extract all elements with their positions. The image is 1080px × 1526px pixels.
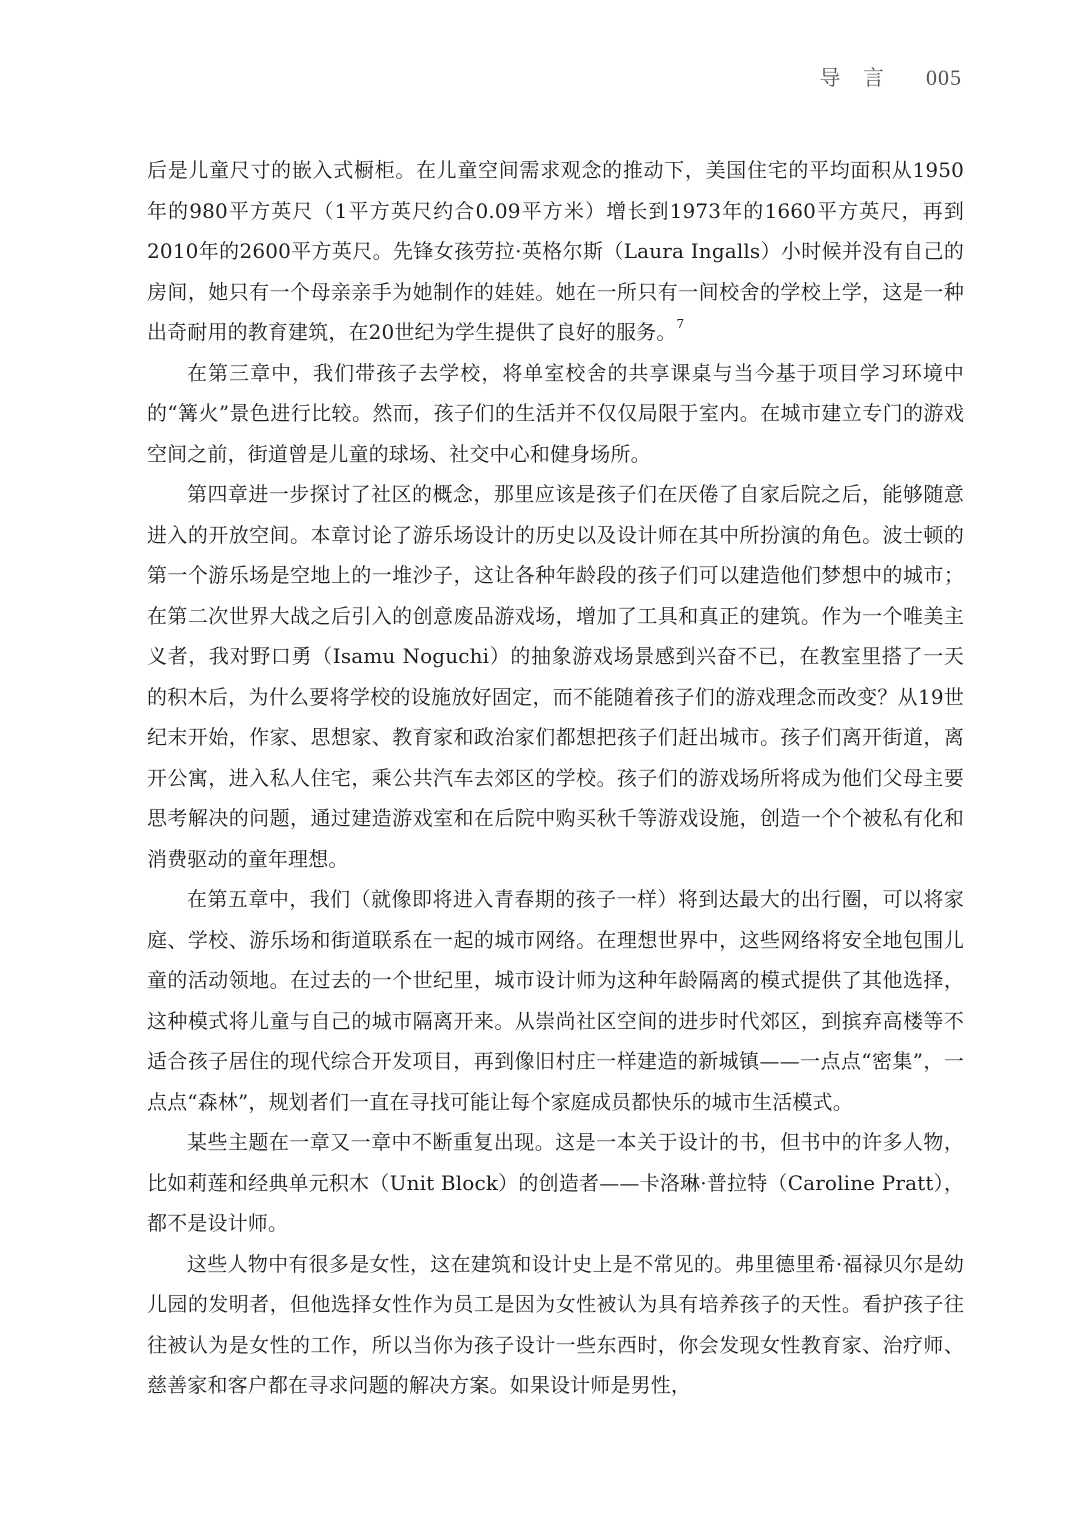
- paragraph-2: 在第三章中，我们带孩子去学校，将单室校舍的共享课桌与当今基于项目学习环境中的“篝火”景色进行比较。然而，孩子们的生活并不仅仅局限于室内。在城市建立专门的游戏空间之前，街道曾是儿童的球场、社交中心和健身场所。: [147, 360, 964, 466]
- paragraph-6: 这些人物中有很多是女性，这在建筑和设计史上是不常见的。弗里德里希·福禄贝尔是幼儿园的发明者，但他选择女性作为员工是因为女性被认为具有培养孩子的天性。看护孩子往往被认为是女性的工作，所以当你为孩子设计一些东西时，你会发现女性教育家、治疗师、慈善家和客户都在寻求问题的解决方案。如果设计师是男性，: [147, 1251, 964, 1397]
- paragraph-3: 第四章进一步探讨了社区的概念，那里应该是孩子们在厌倦了自家后院之后，能够随意进入的开放空间。本章讨论了游乐场设计的历史以及设计师在其中所扮演的角色。波士顿的第一个游乐场是空地上的一堆沙子，这让各种年龄段的孩子们可以建造他们梦想中的城市；在第二次世界大战之后引入的创意废品游戏场，增加了工具和真正的建筑。作为一个唯美主义者，我对野口勇（Isamu Noguchi）的抽象游戏场景感到兴奋不已，在教室里搭了一天的积木后，为什么要将学校的设施放好固定，而不能随着孩子们的游戏理念而改变？从19世纪末开始，作家、思想家、教育家和政治家们都想把孩子们赶出城市。孩子们离开街道，离开公寓，进入私人住宅，乘公共汽车去郊区的学校。孩子们的游戏场所将成为他们父母主要思考解决的问题，通过建造游戏室和在后院中购买秋千等游戏设施，创造一个个被私有化和消费驱动的童年理想。: [147, 482, 964, 871]
- section-title: 导 言: [819, 66, 892, 90]
- running-header: [819, 62, 962, 92]
- paragraph-5: 某些主题在一章又一章中不断重复出现。这是一本关于设计的书，但书中的许多人物，比如莉莲和经典单元积木（Unit Block）的创造者——卡洛琳·普拉特（Caroline Pratt），都不是设计师。: [147, 1130, 965, 1235]
- paragraph-1-text: 后是儿童尺寸的嵌入式橱柜。在儿童空间需求观念的推动下，美国住宅的平均面积从1950年的980平方英尺（1平方英尺约合0.09平方米）增长到1973年的1660平方英尺，再到2010年的2600平方英尺。先锋女孩劳拉·英格尔斯（Laura Ingalls）小时候并没有自己的房间，她只有一个母亲亲手为她制作的娃娃。她在一所只有一间校舍的学校上学，这是一种出奇耐用的教育建筑，在20世纪为学生提供了良好的服务。: [147, 158, 964, 344]
- body-text: [147, 150, 964, 1406]
- footnote-marker[interactable]: 7: [676, 317, 685, 332]
- paragraph-4: 在第五章中，我们（就像即将进入青春期的孩子一样）将到达最大的出行圈，可以将家庭、学校、游乐场和街道联系在一起的城市网络。在理想世界中，这些网络将安全地包围儿童的活动领地。在过去的一个世纪里，城市设计师为这种年龄隔离的模式提供了其他选择，这种模式将儿童与自己的城市隔离开来。从崇尚社区空间的进步时代郊区，到摈弃高楼等不适合孩子居住的现代综合开发项目，再到像旧村庄一样建造的新城镇——一点点“密集”，一点点“森林”，规划者们一直在寻找可能让每个家庭成员都快乐的城市生活模式。: [147, 887, 964, 1114]
- page-number: 005: [926, 65, 962, 90]
- paragraph-1: [147, 150, 964, 353]
